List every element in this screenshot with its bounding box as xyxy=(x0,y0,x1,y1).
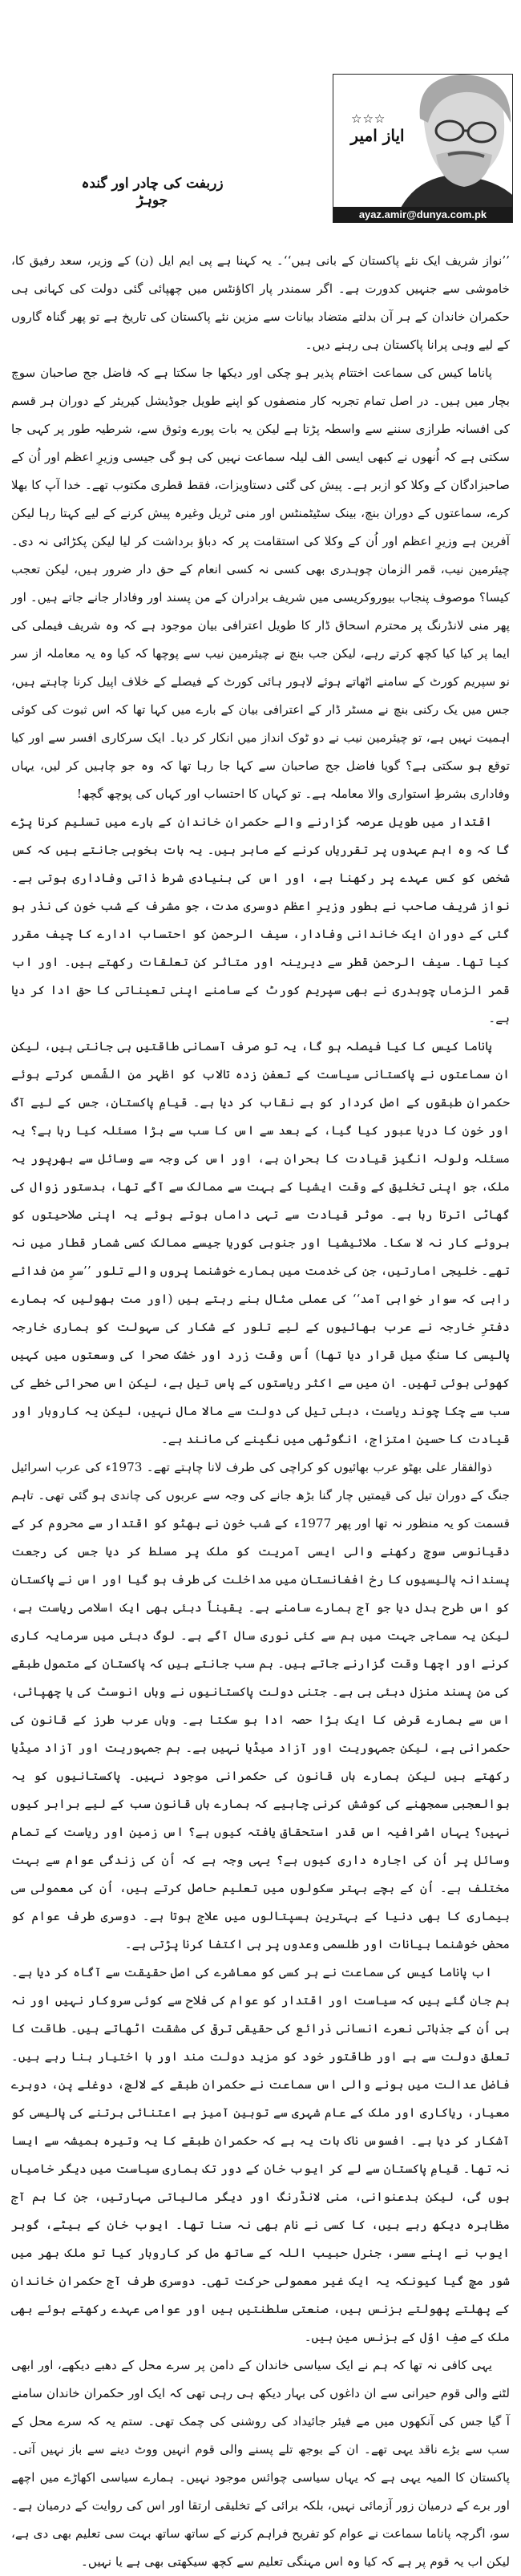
rating-stars: ☆☆☆ xyxy=(351,111,386,126)
author-name: ایاز امیر xyxy=(350,126,405,145)
article-paragraph: ’’نواز شریف ایک نئے پاکستان کے بانی ہیں‘‘۔ یہ کہنا ہے پی ایم ایل (ن) کے وزیر، سعد رفیق کا، خاموشی سے جنہیں کدورت ہے۔ اگر سمندر پار اکاؤنٹس میں چھپائی گئی دولت کی کہانی ہی حکمران خاندان کے ہر آن بدلتے متضاد بیانات سے مزین نئے پاکستان کی تاریخ ہے تو پھر گناہ گاروں کے لیے وہی پرانا پاکستان ہی رہنے دیں۔ xyxy=(11,253,510,352)
article-paragraph: پاناما کیس کا کیا فیصلہ ہو گا، یہ تو صرف آسمانی طاقتیں ہی جانتی ہیں، لیکن ان سماعتوں نے پاکستانی سیاست کے تعفن زدہ تالاب کو اظہر من الشّمس کرتے ہوئے حکمران طبقوں کے اصل کردار کو بے نقاب کر دیا ہے۔ قیامِ پاکستان، جس کے لیے آگ اور خون کا دریا عبور کیا گیا، کے بعد سے اس کا سب سے بڑا مسئلہ کیا رہا ہے؟ یہ مسئلہ ولولہ انگیز قیادت کا بحران ہے، اور اس کی وجہ سے وسائل سے بھرپور یہ ملک، جو اپنی تخلیق کے وقت ایشیا کے بہت سے ممالک سے آگے تھا، بدستور زوال کی گھاٹی اترتا رہا ہے۔ موثر قیادت سے تہی داماں ہوتے ہوئے یہ اپنی صلاحیتوں کو بروئے کار نہ لا سکا۔ ملائیشیا اور جنوبی کوریا جیسے ممالک کسی شمار قطار میں نہ تھے۔ خلیجی امارتیں، جن کی خدمت میں ہمارے خوشنما پروں والے تلور ’’سرِ من فدائے راہی کہ سوار خواہی آمد‘‘ کی عملی مثال بنے رہتے ہیں (اور مت بھولیں کہ ہمارے دفترِ خارجہ نے عرب بھائیوں کے لیے تلور کے شکار کی سہولت کو ہماری خارجہ پالیسی کا سنگِ میل قرار دیا تھا) اُس وقت زرد اور خشک صحرا کی وسعتوں میں کہیں کھوئی ہوئی تھیں۔ ان میں سے اکثر ریاستوں کے پاس تیل ہے، لیکن اس صحرائی خطے کی سب سے چکا چوند ریاست، دبئی تیل کی دولت سے مالا مال نہیں، لیکن یہ کاروبار اور قیادت کا حسین امتزاج، انگوٹھی میں نگینے کی مانند ہے۔ xyxy=(11,1039,510,1446)
article-paragraph: ذوالفقار علی بھٹو عرب بھائیوں کو کراچی کی طرف لانا چاہتے تھے۔ 1973ء کی عرب اسرائیل جنگ کے دوران تیل کی قیمتیں چار گنا بڑھ جانے کی وجہ سے عربوں کی چاندی ہو گئی تھی۔ تاہم قسمت کو یہ منظور نہ تھا اور پھر 1977ء کے شب خون نے بھٹو کو اقتدار سے محروم کر کے دقیانوسی سوچ رکھنے والی ایسی آمریت کو ملک پر مسلط کر دیا جس کی رجعت پسندانہ پالیسیوں کا رخ افغانستان میں مداخلت کی طرف ہو گیا اور اس نے پاکستان کو اس طرح بدل دیا جو آج ہمارے سامنے ہے۔ یقیناً دبئی بھی ایک اسلامی ریاست ہے، لیکن یہ سماجی جہت میں ہم سے کئی نوری سال آگے ہے۔ لوگ دبئی میں سرمایہ کاری کرنے اور اچھا وقت گزارنے جاتے ہیں۔ ہم سب جانتے ہیں کہ پاکستان کے متمول طبقے کی من پسند منزل دبئی ہی ہے۔ جتنی دولت پاکستانیوں نے وہاں انوسٹ کی یا چھپائی، اس سے ہمارے قرض کا ایک بڑا حصہ ادا ہو سکتا ہے۔ وہاں عرب طرز کے قانون کی حکمرانی ہے، لیکن جمہوریت اور آزاد میڈیا نہیں ہے۔ ہم جمہوریت اور آزاد میڈیا رکھتے ہیں لیکن ہمارے ہاں قانون کی حکمرانی موجود نہیں۔ پاکستانیوں کو یہ بوالعجبی سمجھنے کی کوشش کرنی چاہیے کہ ہمارے ہاں قانون سب کے لیے برابر کیوں نہیں؟ یہاں اشرافیہ اس قدر استحقاق یافتہ کیوں ہے؟ اس زمین اور ریاست کے تمام وسائل پر اُن کی اجارہ داری کیوں ہے؟ یہی وجہ ہے کہ اُن کی زندگی عوام سے بہت مختلف ہے۔ اُن کے بچے بہتر سکولوں میں تعلیم حاصل کرتے ہیں، اُن کی معمولی سی بیماری کا بھی دنیا کے بہترین ہسپتالوں میں علاج ہوتا ہے۔ دوسری طرف عوام کو محض خوشنما بیانات اور طلسمی وعدوں پر ہی اکتفا کرنا پڑتی ہے۔ xyxy=(11,1460,510,1951)
author-email[interactable]: ayaz.amir@dunya.com.pk xyxy=(333,207,512,222)
article-paragraph: پاناما کیس کی سماعت اختتام پذیر ہو چکی اور دیکھا جا سکتا ہے کہ فاضل جج صاحبان سوچ بچار میں ہیں۔ در اصل تمام تجربہ کار منصفوں کو اپنے طویل جوڈیشل کیریئر کے دوران ہر قسم کی افسانہ طرازی سننے سے واسطہ پڑتا ہے لیکن یہ بات پورے وثوق سے، شرطیہ طور پر کہی جا سکتی ہے کہ اُنھوں نے کبھی ایسی الف لیلہ سماعت نہیں کی ہو گی جیسی وزیرِ اعظم اور اُن کے صاحبزادگان کے وکلا کو ازبر ہے۔ پیش کی گئی دستاویزات، فقط قطری مکتوب تھے۔ خدا آپ کا بھلا کرے، سماعتوں کے دوران بنچ، بینک سٹیٹمنٹس اور منی ٹریل وغیرہ پیش کرنے کے لیے کہتا رہا لیکن آفرین ہے وزیرِ اعظم اور اُن کے وکلا کی استقامت پر کہ دباؤ برداشت کر لیا لیکن پکڑائی نہ دی۔ چیئرمین نیب، قمر الزمان چوہدری بھی کسی نہ کسی انعام کے حق دار ضرور ہیں، لیکن تعجب کیسا؟ موصوف پنجاب بیوروکریسی میں شریف برادران کے من پسند اور وفادار جانے جاتے ہیں۔ اور پھر منی لانڈرنگ پر محترم اسحاق ڈار کا طویل اعترافی بیان موجود ہے کہ وہ شریف فیملی کی ایما پر کیا کیا کچھ کرتے رہے، لیکن جب بنچ نے چیئرمین نیب سے پوچھا کہ کیا وہ یہ معاملہ از سر نو سپریم کورٹ کے سامنے اٹھاتے ہوئے لاہور ہائی کورٹ کے فیصلے کے خلاف اپیل کرنا چاہتے ہیں، جس میں یک رکنی بنچ نے مسٹر ڈار کے اعترافی بیان کے بارے میں کہا تھا کہ اس ثبوت کی کوئی اہمیت نہیں ہے، تو چیئرمین نیب نے دو ٹوک انداز میں انکار کر دیا۔ ایک سرکاری افسر سے اور کیا توقع ہو سکتی ہے؟ گویا فاضل جج صاحبان سے کہا جا رہا تھا کہ وہ جو چاہیں کر لیں، یہاں وفاداری بشرطِ استواری والا معاملہ ہے۔ تو کہاں کا احتساب اور کہاں کی پوچھ گچھ! xyxy=(11,366,510,801)
author-card xyxy=(333,74,513,223)
article-body xyxy=(11,247,510,2576)
article-paragraph: اقتدار میں طویل عرصہ گزارنے والے حکمران خاندان کے بارے میں تسلیم کرنا پڑے گا کہ وہ اہم عہدوں پر تقرریاں کرنے کے ماہر ہیں۔ یہ بات بخوبی جانتے ہیں کہ کس شخص کو کس عہدے پر رکھنا ہے، اور اس کی بنیادی شرط ذاتی وفاداری ہوتی ہے۔ نواز شریف صاحب نے بطور وزیرِ اعظم دوسری مدت، جو مشرف کے شب خون کی نذر ہو گئی کے دوران ایک خاندانی وفادار، سیف الرحمن کو احتساب ادارے کا چیف مقرر کیا تھا۔ سیف الرحمن قطر سے دیرینہ اور متاثر کن تعلقات رکھتے ہیں۔ اور اب قمر الزماں چوہدری نے بھی سپریم کورٹ کے سامنے اپنی تعیناتی کا حق ادا کر دیا ہے۔ xyxy=(11,815,510,1025)
article-paragraph: اب پاناما کیس کی سماعت نے ہر کسی کو معاشرے کی اصل حقیقت سے آگاہ کر دیا ہے۔ ہم جان گئے ہیں کہ سیاست اور اقتدار کو عوام کی فلاح سے کوئی سروکار نہیں اور نہ ہی اُن کے جذباتی نعرے انسانی ذرائع کی حقیقی ترقی کی مشقت اٹھاتے ہیں۔ طاقت کا تعلق دولت سے ہے اور طاقتور خود کو مزید دولت مند اور با اختیار بنا رہے ہیں۔ فاضل عدالت میں ہونے والی اس سماعت نے حکمران طبقے کے لالچ، دوغلے پن، دوہرے معیار، ریاکاری اور ملک کے عام شہری سے توہین آمیز بے اعتنائی برتنے کی پالیسی کو آشکار کر دیا ہے۔ افسوس ناک بات یہ ہے کہ حکمران طبقے کا یہ وتیرہ ہمیشہ سے ایسا نہ تھا۔ قیامِ پاکستان سے لے کر ایوب خان کے دور تک ہماری سیاست میں دیگر خامیاں ہوں گی، لیکن بدعنوانی، منی لانڈرنگ اور دیگر مالیاتی مہارتیں، جن کا ہم آج مظاہرہ دیکھ رہے ہیں، کا کسی نے نام بھی نہ سنا تھا۔ ایوب خان کے بیٹے، گوہر ایوب نے اپنے سسر، جنرل حبیب اللہ کے ساتھ مل کر کاروبار کیا تو ملک بھر میں شور مچ گیا کیونکہ یہ ایک غیر معمولی حرکت تھی۔ دوسری طرف آج حکمران خاندان کے پھلتے پھولتے بزنس ہیں، صنعتی سلطنتیں ہیں اور عوامی عہدے رکھتے ہوئے بھی ملک کے صفِ اوّل کے بزنس مین ہیں۔ xyxy=(11,1965,510,2344)
author-portrait-icon xyxy=(392,75,512,209)
article-paragraph: یہی کافی نہ تھا کہ ہم نے ایک سیاسی خاندان کے دامن پر سرے محل کے دھبے دیکھے، اور ابھی لٹنے والی قوم حیرانی سے ان داغوں کی بہار دیکھ ہی رہی تھی کہ ایک اور حکمران خاندان سامنے آ گیا جس کی آنکھوں میں مے فیئر جائیداد کی روشنی کی چمک تھی۔ ستم یہ کہ سرے محل کے سب سے بڑے ناقد یہی تھے۔ ان کے بوجھ تلے پسنے والی قوم انہیں ووٹ دینے سے باز نہیں آتی۔ پاکستان کا المیہ یہی ہے کہ یہاں سیاسی چوائس موجود نہیں۔ ہمارے سیاسی اکھاڑے میں اچھے اور برے کے درمیان زور آزمائی نہیں، بلکہ برائی کے تخلیقی ارتقا اور اس کی روایت کے درمیان ہے۔ سو، اگرچہ پاناما سماعت نے عوام کو تفریح فراہم کرنے کے ساتھ ساتھ بہت سی تعلیم بھی دی ہے، لیکن اب یہ قوم پر ہے کہ کیا وہ اس مہنگی تعلیم سے کچھ سیکھتی بھی ہے یا نہیں۔ xyxy=(11,2358,510,2569)
article-headline: زربفت کی چادر اور گندہ جوہڑ xyxy=(81,176,224,208)
